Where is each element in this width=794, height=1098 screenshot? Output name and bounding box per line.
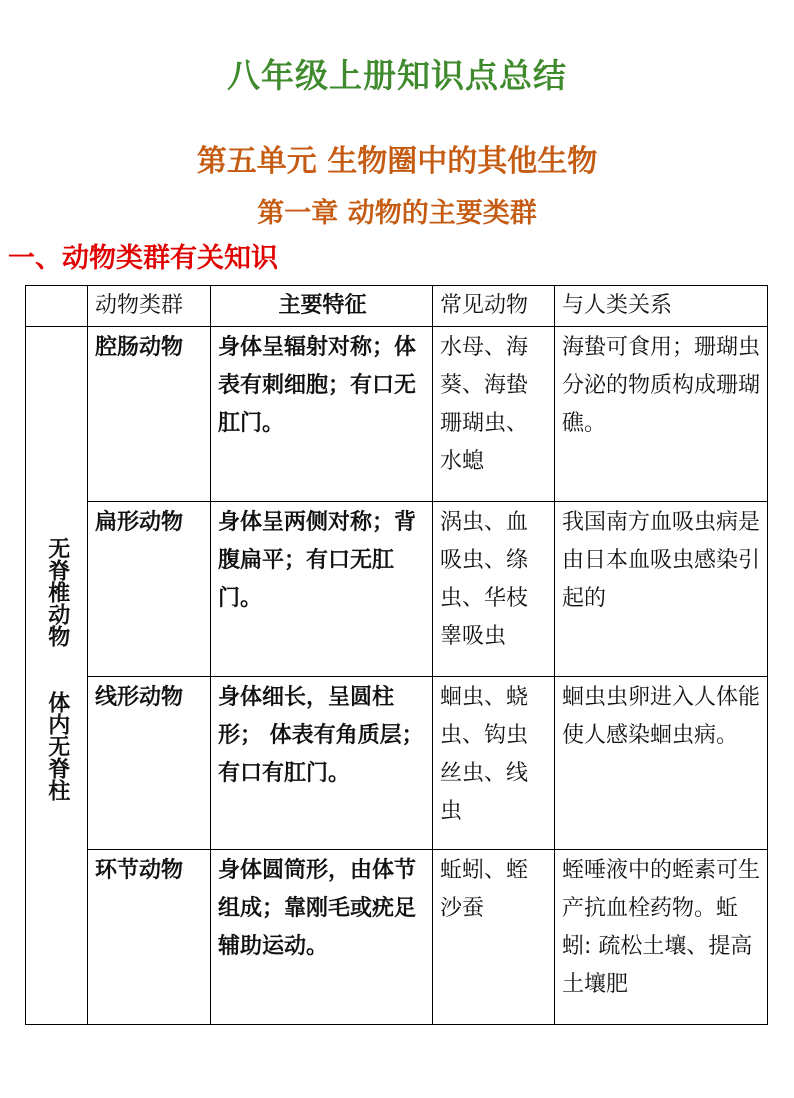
table-row <box>26 850 768 1025</box>
group-cell: 腔肠动物 <box>88 327 211 502</box>
header-cell-group: 动物类群 <box>88 286 211 327</box>
group-cell: 扁形动物 <box>88 502 211 677</box>
table-row <box>26 677 768 850</box>
chapter-heading: 第一章 动物的主要类群 <box>257 198 537 229</box>
animal-groups-table <box>25 285 768 1025</box>
animals-cell: 涡虫、血吸虫、绦虫、华枝睾吸虫 <box>433 502 555 677</box>
features-cell: 身体呈两侧对称；背腹扁平；有口无肛门。 <box>211 502 433 677</box>
features-cell: 身体呈辐射对称；体表有刺细胞；有口无肛门。 <box>211 327 433 502</box>
section-heading: 一、动物类群有关知识 <box>8 243 278 274</box>
animals-cell: 蚯蚓、蛭沙蚕 <box>433 850 555 1025</box>
group-cell: 线形动物 <box>88 677 211 850</box>
unit-heading: 第五单元 生物圈中的其他生物 <box>196 144 598 179</box>
animals-cell: 水母、海葵、海蛰珊瑚虫、水螅 <box>433 327 555 502</box>
animals-cell: 蛔虫、蛲虫、钩虫丝虫、线虫 <box>433 677 555 850</box>
relation-cell: 我国南方血吸虫病是由日本血吸虫感染引起的 <box>555 502 768 677</box>
relation-cell: 蛔虫虫卵进入人体能使人感染蛔虫病。 <box>555 677 768 850</box>
table-row <box>26 502 768 677</box>
relation-cell: 海蛰可食用；珊瑚虫分泌的物质构成珊瑚礁。 <box>555 327 768 502</box>
header-cell-features: 主要特征 <box>211 286 433 327</box>
relation-cell: 蛭唾液中的蛭素可生产抗血栓药物。蚯蚓: 疏松土壤、提高土壤肥 <box>555 850 768 1025</box>
table-header-row <box>26 286 768 327</box>
side-label-no-backbone: 体内无脊柱 <box>44 690 70 801</box>
side-label-cell <box>26 327 88 1025</box>
table-row <box>26 327 768 502</box>
header-cell-animals: 常见动物 <box>433 286 555 327</box>
features-cell: 身体细长，呈圆柱形； 体表有角质层；有口有肛门。 <box>211 677 433 850</box>
features-cell: 身体圆筒形，由体节组成；靠刚毛或疣足辅助运动。 <box>211 850 433 1025</box>
group-cell: 环节动物 <box>88 850 211 1025</box>
side-label-invertebrates: 无脊椎动物 <box>44 537 70 647</box>
header-cell-blank <box>26 286 88 327</box>
header-cell-relation: 与人类关系 <box>555 286 768 327</box>
page-title: 八年级上册知识点总结 <box>227 56 567 95</box>
